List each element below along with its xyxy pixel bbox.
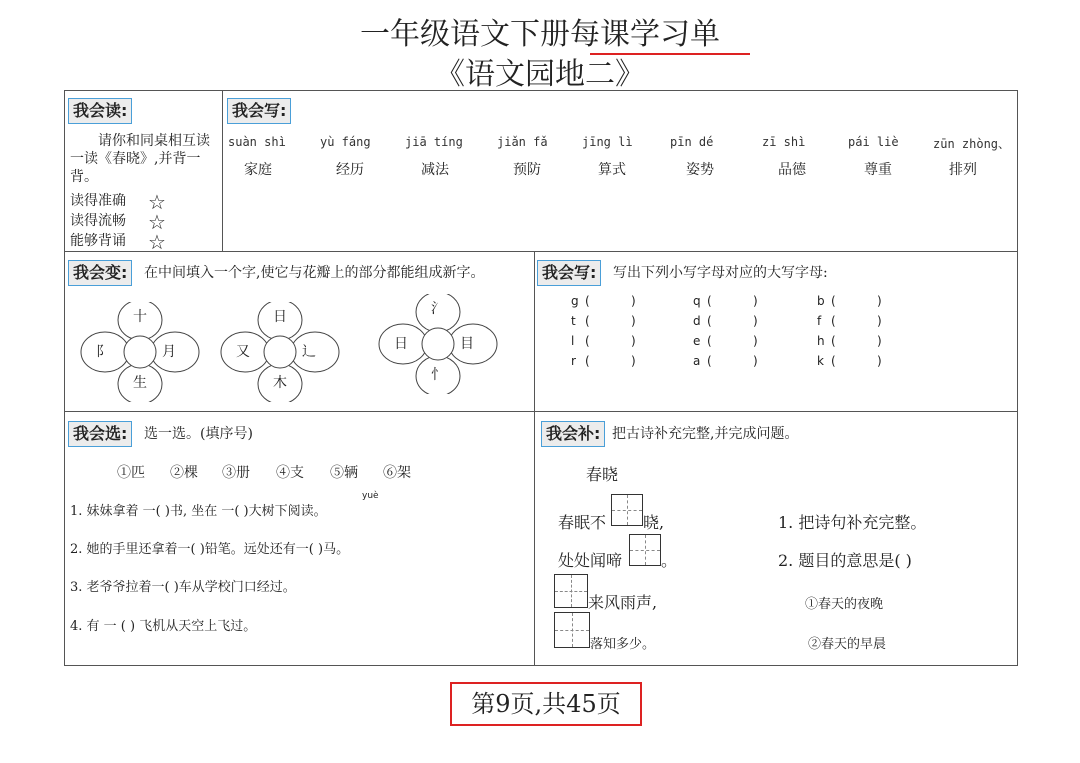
write-words-label: 我会写: bbox=[227, 98, 291, 124]
petal-char-left: 日 bbox=[394, 336, 408, 352]
petal-char-left: 又 bbox=[236, 344, 250, 360]
poem-line-1-before: 春眠不 bbox=[558, 513, 607, 532]
lowercase-letter: k bbox=[817, 354, 824, 368]
paren-close: ) bbox=[753, 294, 758, 308]
petal-char-bottom: 木 bbox=[273, 375, 287, 391]
word-0: 家庭 bbox=[244, 162, 272, 178]
lowercase-letter: q bbox=[693, 294, 701, 308]
paren-close: ) bbox=[877, 294, 882, 308]
pinyin-8: zūn zhòng、 bbox=[933, 137, 1011, 151]
lowercase-letter: f bbox=[817, 314, 822, 328]
read-instruction: 请你和同桌相互读一读《春晓》,并背一背。 bbox=[70, 133, 210, 185]
option-3: ④支 bbox=[276, 465, 304, 481]
capitals-label: 我会写: bbox=[537, 260, 601, 286]
paren-close: ) bbox=[877, 314, 882, 328]
writing-box[interactable] bbox=[554, 574, 588, 608]
petal-char-right: 目 bbox=[460, 336, 474, 352]
paren-close: ) bbox=[753, 314, 758, 328]
answer-blank[interactable] bbox=[717, 334, 747, 348]
pinyin-5: pīn dé bbox=[670, 135, 714, 149]
paren-open: ( bbox=[831, 354, 836, 368]
change-instruction: 在中间填入一个字,使它与花瓣上的部分都能组成新字。 bbox=[144, 265, 485, 281]
lesson-title: 《语文园地二》 bbox=[435, 57, 645, 92]
pinyin-3: jiǎn fǎ bbox=[497, 135, 548, 149]
word-7: 尊重 bbox=[864, 162, 892, 178]
lowercase-letter: e bbox=[693, 334, 701, 348]
option-2: ③册 bbox=[222, 465, 250, 481]
choose-instruction: 选一选。(填序号) bbox=[144, 426, 253, 442]
paren-open: ( bbox=[831, 334, 836, 348]
paren-open: ( bbox=[585, 334, 590, 348]
petal-char-left: 阝 bbox=[96, 344, 110, 360]
poem-title: 春晓 bbox=[586, 465, 619, 484]
petal-char-top: 日 bbox=[273, 309, 287, 325]
change-label: 我会变: bbox=[68, 260, 132, 286]
read-check-2: 读得流畅 bbox=[70, 213, 126, 229]
paren-close: ) bbox=[631, 314, 636, 328]
word-6: 品德 bbox=[778, 162, 806, 178]
poem-line-1-after: 晓, bbox=[643, 513, 665, 532]
page-title: 一年级语文下册每课学习单 bbox=[360, 17, 720, 52]
poem-line-2-before: 处处闻啼 bbox=[558, 551, 623, 570]
task-1: 1. 把诗句补充完整。 bbox=[778, 513, 927, 532]
choose-label: 我会选: bbox=[68, 421, 132, 447]
answer-blank[interactable] bbox=[595, 354, 625, 368]
petal-char-right: 辶 bbox=[302, 344, 316, 360]
word-8: 排列 bbox=[949, 162, 977, 178]
capitals-instruction: 写出下列小写字母对应的大写字母: bbox=[613, 265, 828, 281]
lowercase-letter: d bbox=[693, 314, 701, 328]
lowercase-letter: t bbox=[571, 314, 576, 328]
word-1: 经历 bbox=[336, 162, 364, 178]
choice-1: ①春天的夜晚 bbox=[805, 597, 884, 612]
paren-open: ( bbox=[831, 294, 836, 308]
petal-char-top: 十 bbox=[133, 309, 147, 325]
option-0: ①匹 bbox=[117, 465, 145, 481]
paren-open: ( bbox=[585, 294, 590, 308]
answer-blank[interactable] bbox=[841, 294, 871, 308]
star-icon[interactable]: ☆ bbox=[148, 230, 166, 254]
ruby-pinyin: yuè bbox=[362, 491, 379, 501]
option-4: ⑤辆 bbox=[330, 465, 358, 481]
writing-box[interactable] bbox=[611, 494, 643, 526]
answer-blank[interactable] bbox=[841, 354, 871, 368]
lowercase-letter: r bbox=[571, 354, 576, 368]
paren-open: ( bbox=[707, 314, 712, 328]
lowercase-letter: l bbox=[571, 334, 575, 348]
paren-close: ) bbox=[753, 334, 758, 348]
answer-blank[interactable] bbox=[595, 294, 625, 308]
petal-char-top: 氵 bbox=[431, 301, 445, 317]
flower-center-blank[interactable] bbox=[124, 336, 156, 368]
petal-char-bottom: 生 bbox=[133, 375, 147, 391]
lowercase-letter: b bbox=[817, 294, 825, 308]
flower-center-blank[interactable] bbox=[264, 336, 296, 368]
answer-blank[interactable] bbox=[841, 314, 871, 328]
lowercase-letter: h bbox=[817, 334, 825, 348]
question-1: 1. 妹妹拿着 一( )书, 坐在 一( )大树下阅读。 bbox=[70, 504, 327, 519]
paren-close: ) bbox=[877, 334, 882, 348]
writing-box[interactable] bbox=[629, 534, 661, 566]
paren-open: ( bbox=[707, 334, 712, 348]
lowercase-letter: a bbox=[693, 354, 701, 368]
flower-center-blank[interactable] bbox=[422, 328, 454, 360]
read-check-1: 读得准确 bbox=[70, 193, 126, 209]
page-indicator: 第9页,共45页 bbox=[450, 682, 642, 726]
pinyin-4: jīng lì bbox=[582, 135, 633, 149]
pinyin-2: jiā tíng bbox=[405, 135, 463, 149]
paren-close: ) bbox=[631, 294, 636, 308]
pinyin-7: pái liè bbox=[848, 135, 899, 149]
paren-open: ( bbox=[585, 314, 590, 328]
paren-open: ( bbox=[831, 314, 836, 328]
star-icon[interactable]: ☆ bbox=[148, 190, 166, 214]
complete-label: 我会补: bbox=[541, 421, 605, 447]
answer-blank[interactable] bbox=[717, 294, 747, 308]
pinyin-0: suàn shì bbox=[228, 135, 286, 149]
answer-blank[interactable] bbox=[717, 314, 747, 328]
petal-char-right: 月 bbox=[162, 344, 176, 360]
question-2: 2. 她的手里还拿着一( )铅笔。远处还有一( )马。 bbox=[70, 542, 350, 557]
question-3: 3. 老爷爷拉着一( )车从学校门口经过。 bbox=[70, 580, 296, 595]
paren-close: ) bbox=[631, 354, 636, 368]
option-5: ⑥架 bbox=[383, 465, 411, 481]
word-4: 算式 bbox=[598, 162, 626, 178]
title-underline bbox=[590, 53, 750, 55]
word-3: 预防 bbox=[513, 162, 541, 178]
paren-open: ( bbox=[707, 354, 712, 368]
petal-char-bottom: 忄 bbox=[431, 367, 445, 383]
read-label: 我会读: bbox=[68, 98, 132, 124]
read-check-3: 能够背诵 bbox=[70, 233, 126, 249]
star-icon[interactable]: ☆ bbox=[148, 210, 166, 234]
poem-line-4-after: 落知多少。 bbox=[590, 637, 656, 652]
poem-line-2-after: 。 bbox=[661, 551, 678, 570]
word-2: 减法 bbox=[421, 162, 449, 178]
answer-blank[interactable] bbox=[595, 314, 625, 328]
pinyin-1: yù fáng bbox=[320, 135, 371, 149]
choice-2: ②春天的早晨 bbox=[808, 637, 887, 652]
option-1: ②棵 bbox=[170, 465, 198, 481]
poem-line-3-after: 来风雨声, bbox=[588, 593, 658, 612]
answer-blank[interactable] bbox=[595, 334, 625, 348]
paren-open: ( bbox=[585, 354, 590, 368]
paren-close: ) bbox=[631, 334, 636, 348]
word-5: 姿势 bbox=[686, 162, 714, 178]
answer-blank[interactable] bbox=[841, 334, 871, 348]
writing-box[interactable] bbox=[554, 612, 590, 648]
task-2: 2. 题目的意思是( ) bbox=[778, 551, 912, 570]
paren-close: ) bbox=[753, 354, 758, 368]
pinyin-6: zī shì bbox=[762, 135, 806, 149]
lowercase-letter: g bbox=[571, 294, 579, 308]
paren-close: ) bbox=[877, 354, 882, 368]
answer-blank[interactable] bbox=[717, 354, 747, 368]
complete-instruction: 把古诗补充完整,并完成问题。 bbox=[612, 426, 799, 442]
question-4: 4. 有 一 ( ) 飞机从天空上飞过。 bbox=[70, 619, 257, 634]
paren-open: ( bbox=[707, 294, 712, 308]
